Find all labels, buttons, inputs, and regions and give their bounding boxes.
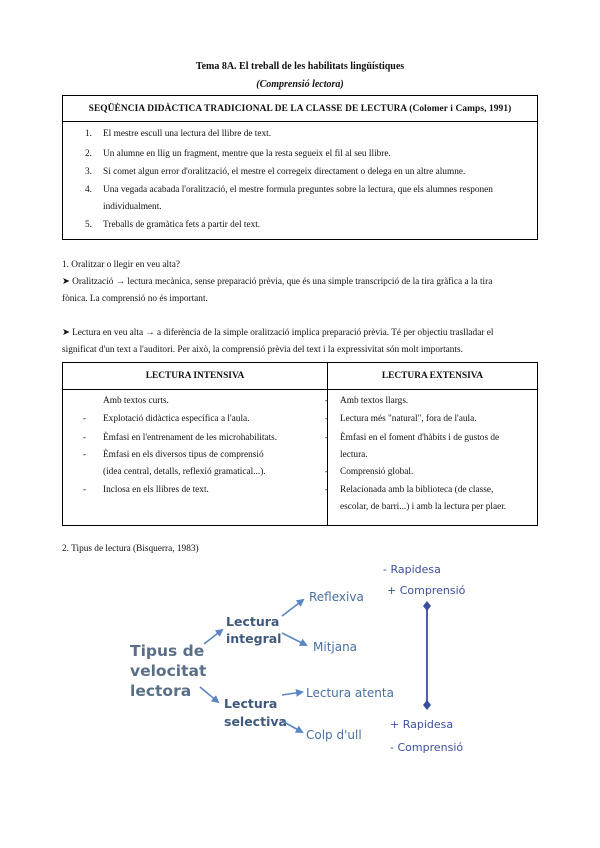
table-cell-line: escolar, de barri...) i amb la lectura per plaer. [340, 502, 507, 512]
list-item: 3. Si comet algun error d'oralització, el mestre el corregeix directament o delega en un altre alumne. [85, 167, 466, 177]
bullet-dash: - [83, 450, 87, 460]
comparison-table [62, 362, 538, 526]
branch-selectiva-line: selectiva [224, 714, 287, 729]
para2-line2: significat d'un text a l'auditori. Per això, la comprensió prèvia del text i la expressivitat són molt importants. [62, 345, 463, 355]
table-cell-line: lectura. [340, 450, 368, 460]
para2-line1: ➤ Lectura en veu alta → a diferència de la simple oralització implica preparació prèvia. Té per objectiu traslladar el [62, 328, 494, 338]
diagram-root-line: velocitat [130, 662, 207, 680]
bullet-dash: - [325, 433, 329, 443]
extensive-heading: LECTURA EXTENSIVA [328, 363, 537, 390]
scale-top-comprensio: + Comprensió [387, 584, 466, 597]
para1-line2: fònica. La comprensió no és important. [62, 294, 208, 304]
bullet-dash: - [83, 414, 87, 424]
page-subtitle: (Comprensió lectora) [256, 79, 344, 90]
sequence-box [62, 95, 538, 240]
table-cell-line: (idea central, detalls, reflexió gramatical...). [103, 467, 266, 477]
section2-heading: 2. Tipus de lectura (Bisquerra, 1983) [62, 544, 199, 554]
branch-integral-line: Lectura [226, 614, 280, 629]
leaf-mitjana: Mitjana [313, 640, 358, 654]
list-item: 2. Un alumne en llig un fragment, mentre que la resta segueix el fil al seu llibre. [85, 149, 391, 159]
list-item: 5. Treballs de gramàtica fets a partir del text. [85, 220, 261, 230]
intensive-heading: LECTURA INTENSIVA [63, 363, 327, 390]
bullet-dash: - [325, 467, 329, 477]
scale-top-diamond-icon [423, 601, 431, 611]
scale-bottom-comprensio: - Comprensió [390, 741, 464, 754]
table-cell-line: Comprensió global. [340, 467, 414, 477]
bullet-dash: - [83, 485, 87, 495]
arrow-selectiva-atenta [282, 692, 302, 695]
bullet-dash: - [325, 396, 329, 406]
list-item: 4. Una vegada acabada l'oralització, el mestre formula preguntes sobre la lectura, que els alumnes responen individualment. [85, 185, 493, 212]
arrow-root-selectiva [200, 687, 218, 702]
table-cell-line: Lectura més "natural", fora de l'aula. [340, 414, 477, 424]
arrow-integral-mitjana [282, 633, 306, 645]
reading-types-diagram [0, 550, 600, 780]
table-cell-line: Inclosa en els llibres de text. [103, 485, 209, 495]
leaf-lectura-atenta: Lectura atenta [306, 686, 394, 700]
leaf-colp-dull: Colp d'ull [306, 728, 362, 742]
bullet-dash: - [325, 485, 329, 495]
section1-question: 1. Oralitzar o llegir en veu alta? [62, 260, 180, 270]
scale-top-rapidesa: - Rapidesa [383, 563, 441, 576]
column-divider [327, 363, 328, 525]
table-cell-line: Amb textos llargs. [340, 396, 409, 406]
arrow-integral-reflexiva [282, 600, 303, 616]
table-cell-line: Èmfasi en els diversos tipus de comprensió [103, 450, 264, 460]
table-cell-line: Relacionada amb la biblioteca (de classe, [340, 485, 494, 495]
para1-line1: ➤ Oralització → lectura mecànica, sense preparació prèvia, que és una simple transcripció de la tira gràfica a la tira [62, 277, 493, 287]
branch-selectiva-line: Lectura [224, 696, 278, 711]
scale-bottom-diamond-icon [423, 700, 431, 710]
diagram-root-line: Tipus de [130, 642, 205, 660]
scale-bottom-rapidesa: + Rapidesa [390, 718, 454, 731]
table-cell-line: Amb textos curts. [103, 396, 169, 406]
table-cell-line: Èmfasi en el foment d'hàbits i de gustos de [340, 433, 500, 443]
arrow-root-integral [204, 630, 222, 644]
bullet-dash: - [325, 414, 329, 424]
table-cell-line: Èmfasi en l'entrenament de les microhabilitats. [103, 433, 278, 443]
sequence-heading: SEQÜÈNCIA DIDÀCTICA TRADICIONAL DE LA CLASSE DE LECTURA (Colomer i Camps, 1991) [63, 96, 537, 122]
list-item: 1. El mestre escull una lectura del llibre de text. [85, 129, 272, 139]
diagram-root-line: lectora [130, 682, 192, 700]
bullet-dash: - [83, 433, 87, 443]
table-cell-line: Explotació didàctica específica a l'aula. [103, 414, 250, 424]
branch-integral-line: integral [226, 631, 282, 646]
leaf-reflexiva: Reflexiva [309, 590, 364, 604]
page-title: Tema 8A. El treball de les habilitats lingüístiques [195, 61, 405, 72]
